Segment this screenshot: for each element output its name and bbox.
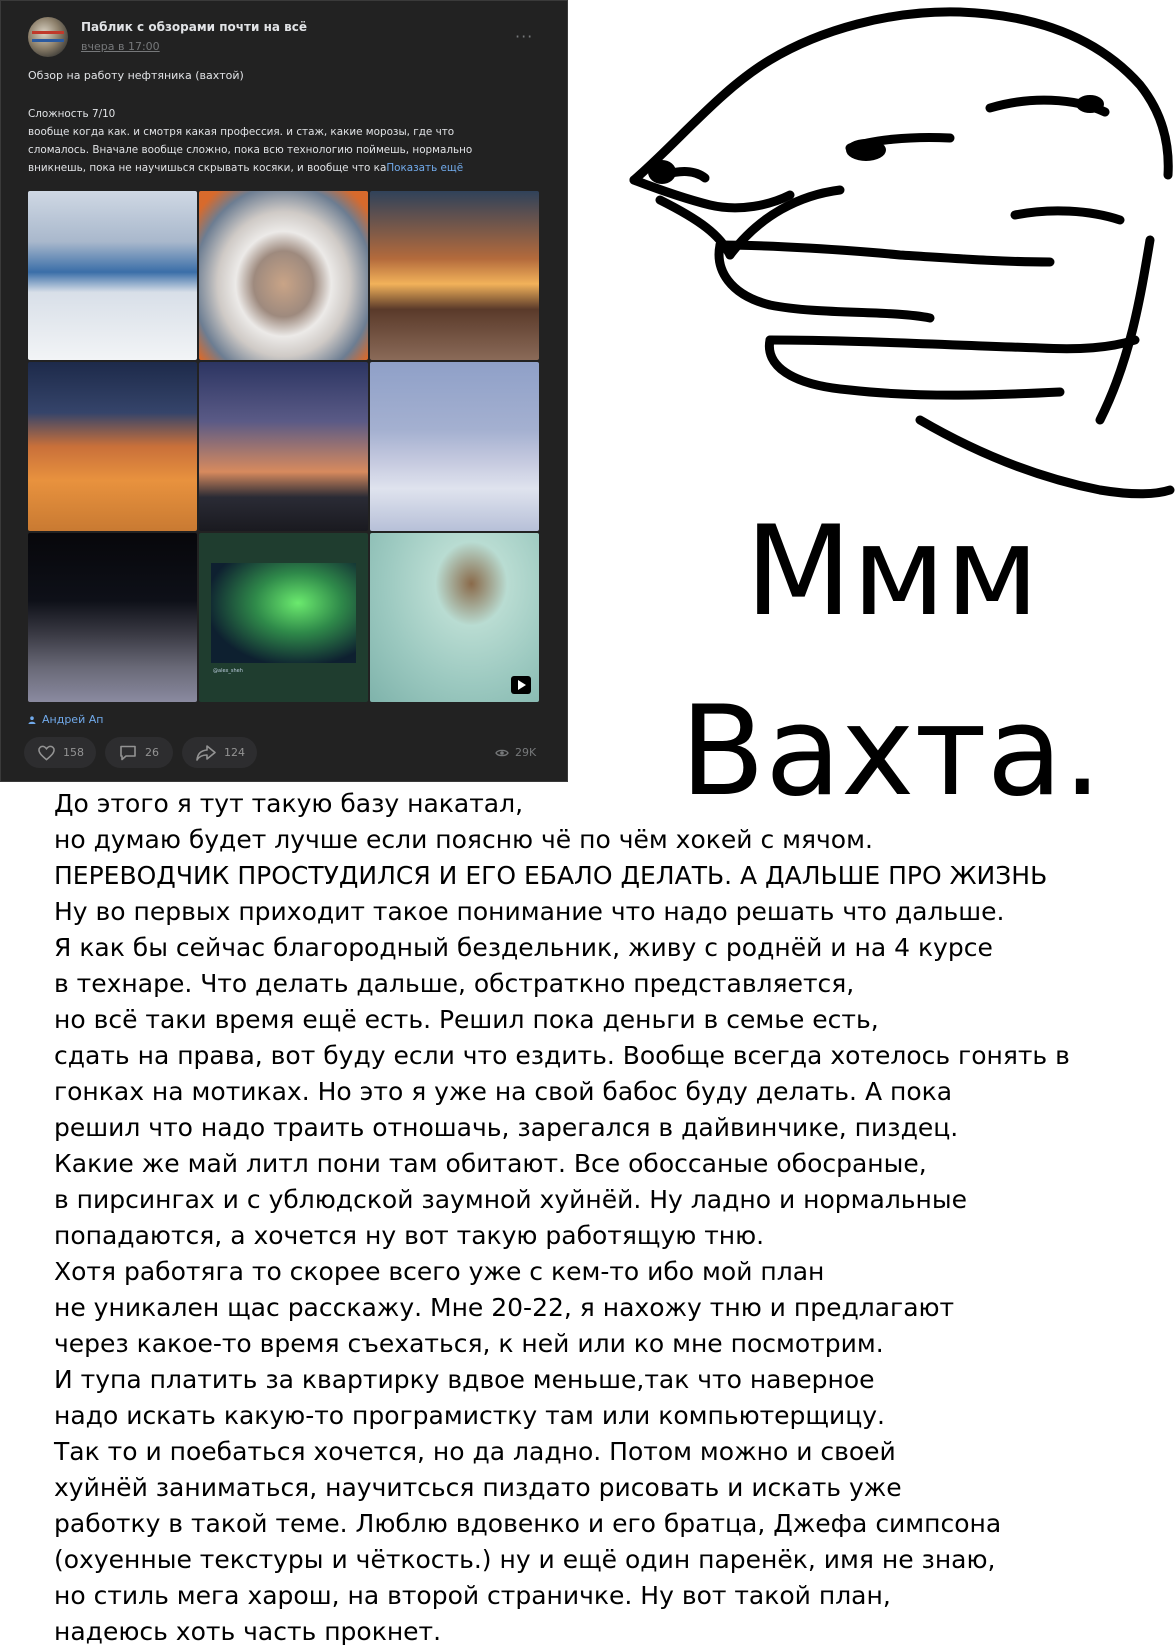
text-line: Так то и поебаться хочется, но да ладно. Потом можно и своей <box>54 1437 896 1466</box>
text-line: И тупа платить за квартирку вдвое меньше,так что наверное <box>54 1365 875 1394</box>
group-avatar[interactable] <box>28 17 68 57</box>
vk-post-card <box>0 0 568 782</box>
meme-caption-line2: Вахта. <box>680 680 1103 824</box>
play-icon[interactable] <box>511 676 531 694</box>
share-count: 124 <box>224 746 245 759</box>
post-time-link[interactable]: вчера в 17:00 <box>81 40 160 53</box>
post-title: Обзор на работу нефтяника (вахтой) <box>28 69 244 82</box>
text-line: не уникален щас расскажу. Мне 20-22, я нахожу тню и предлагают <box>54 1293 955 1322</box>
share-icon <box>196 745 216 761</box>
author-name: Андрей Ап <box>42 713 104 726</box>
text-line: но всё таки время ещё есть. Решил пока деньги в семье есть, <box>54 1005 879 1034</box>
comment-icon <box>119 745 137 761</box>
comment-button[interactable] <box>105 737 173 768</box>
post-body <box>28 105 538 177</box>
post-body-line: вникнешь, пока не научишься скрывать косяки, и вообще что каПоказать ещё <box>28 162 464 174</box>
video-snow-feet[interactable] <box>370 533 539 702</box>
post-body-line: Сложность 7/10 <box>28 108 116 120</box>
aurora-image <box>211 563 356 663</box>
photo-grid <box>28 191 538 702</box>
like-count: 158 <box>63 746 84 759</box>
text-line: в технаре. Что делать дальше, обстраткно представляется, <box>54 969 855 998</box>
author-link[interactable] <box>28 713 103 726</box>
text-line: До этого я тут такую базу накатал, <box>54 789 524 818</box>
text-line: через какое-то время съехаться, к ней или ко мне посмотрим. <box>54 1329 884 1358</box>
views-counter <box>495 746 536 759</box>
story-text <box>54 786 1169 1650</box>
text-line: ПЕРЕВОДЧИК ПРОСТУДИЛСЯ И ЕГО ЕБАЛО ДЕЛАТЬ. А ДАЛЬШЕ ПРО ЖИЗНЬ <box>54 861 1048 890</box>
text-line: Хотя работяга то скорее всего уже с кем-то ибо мой план <box>54 1257 825 1286</box>
photo-industrial-base[interactable] <box>28 191 197 360</box>
post-body-line: вообще когда как. и смотря какая профессия. и стаж, какие морозы, где что <box>28 126 455 138</box>
like-button[interactable] <box>24 737 96 768</box>
photo-sunset-trees[interactable] <box>370 191 539 360</box>
post-body-line: сломалось. Вначале вообще сложно, пока всю технологию поймешь, нормально <box>28 144 473 156</box>
photo-aurora[interactable] <box>199 533 368 702</box>
text-line: хуйнёй заниматься, научитсься пиздато рисовать и искать уже <box>54 1473 902 1502</box>
meme-caption-line1: Ммм <box>745 500 1040 644</box>
text-line: работку в такой теме. Люблю вдовенко и его братца, Джефа симпсона <box>54 1509 1002 1538</box>
photo-caption: @alex_sheh <box>213 668 243 674</box>
show-more-link[interactable]: Показать ещё <box>386 162 464 174</box>
text-line: (охуенные текстуры и чёткость.) ну и ещё один паренёк, имя не знаю, <box>54 1545 996 1574</box>
meme-face-drawing <box>620 0 1175 540</box>
photo-snow-fence[interactable] <box>370 362 539 531</box>
text-line: надеюсь хоть часть прокнет. <box>54 1617 442 1646</box>
text-line: надо искать какую-то програмистку там или компьютерщицу. <box>54 1401 885 1430</box>
text-line: в пирсингах и с ублюдской заумной хуйнёй. Ну ладно и нормальные <box>54 1185 968 1214</box>
text-line: но стиль мега харош, на второй страничке. Ну вот такой план, <box>54 1581 891 1610</box>
text-line: гонках на мотиках. Но это я уже на свой бабос буду делать. А пока <box>54 1077 953 1106</box>
photo-frosted-face[interactable] <box>199 191 368 360</box>
text-line: Ну во первых приходит такое понимание что надо решать что дальше. <box>54 897 1005 926</box>
text-line: попадаются, а хочется ну вот такую работящую тню. <box>54 1221 765 1250</box>
heart-icon <box>38 745 55 761</box>
comment-count: 26 <box>145 746 159 759</box>
views-count: 29K <box>515 746 537 759</box>
photo-orange-dunes[interactable] <box>28 362 197 531</box>
text-line: решил что надо траить отношачь, зарегался в дайвинчике, пиздец. <box>54 1113 959 1142</box>
text-line: сдать на права, вот буду если что ездить. Вообще всегда хотелось гонять в <box>54 1041 1070 1070</box>
photo-tower-sunset[interactable] <box>199 362 368 531</box>
photo-night-lights[interactable] <box>28 533 197 702</box>
more-options-icon[interactable]: ··· <box>515 27 534 46</box>
eye-icon <box>495 748 509 758</box>
group-name-link[interactable]: Паблик с обзорами почти на всё <box>81 20 307 34</box>
text-line: но думаю будет лучше если поясню чё по чём хокей с мячом. <box>54 825 873 854</box>
text-line: Какие же май литл пони там обитают. Все обоссаные обосраные, <box>54 1149 927 1178</box>
share-button[interactable] <box>182 737 257 768</box>
text-line: Я как бы сейчас благородный бездельник, живу с роднёй и на 4 курсе <box>54 933 993 962</box>
person-icon <box>28 716 36 724</box>
